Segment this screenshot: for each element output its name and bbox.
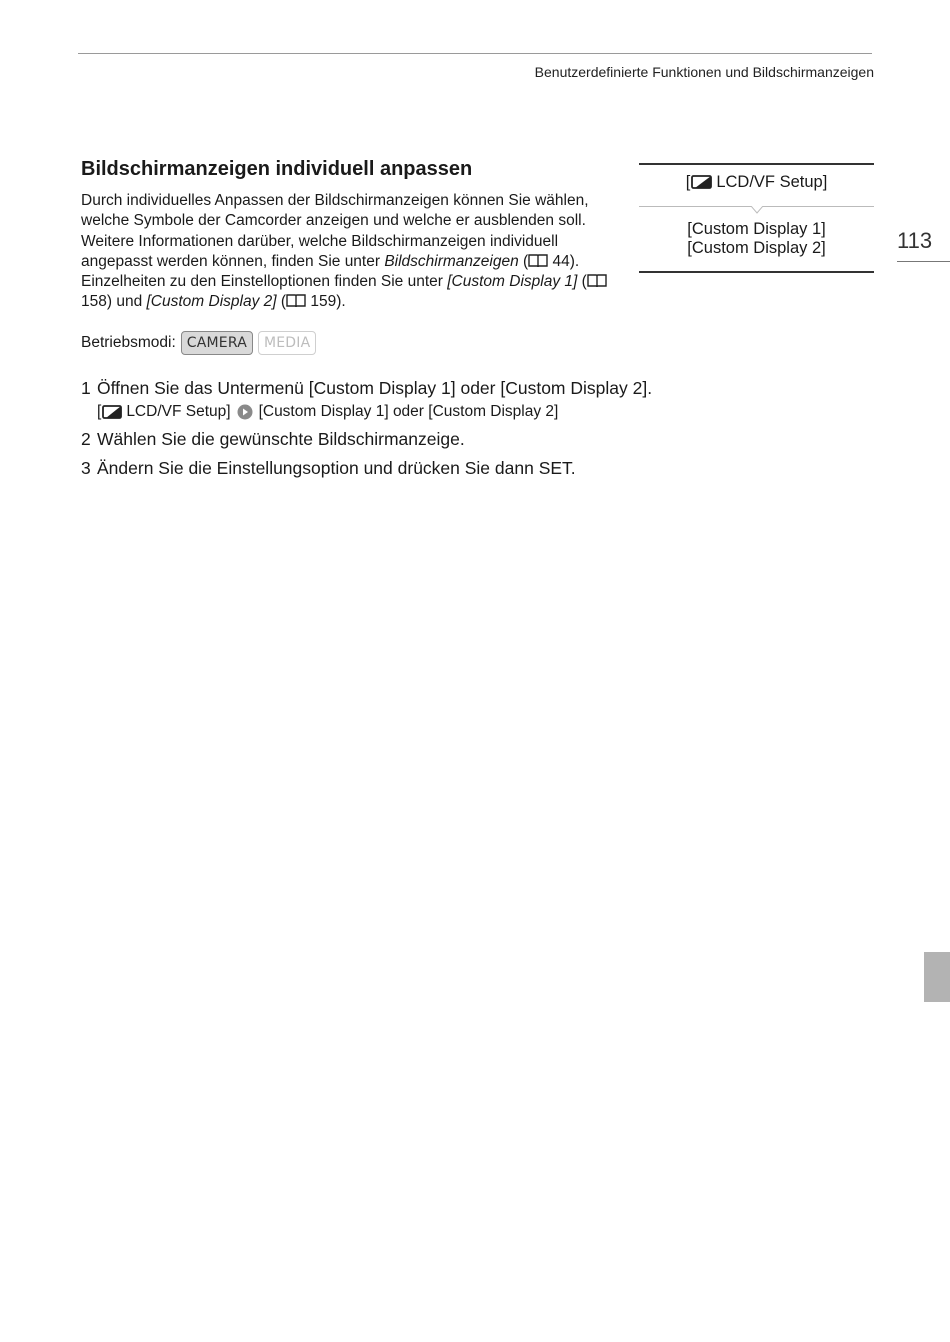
chapter-thumb-tab bbox=[924, 952, 950, 1002]
arrow-right-circle-icon bbox=[237, 404, 253, 420]
menu-box-top-rule bbox=[639, 163, 874, 165]
intro-paragraph bbox=[81, 191, 621, 313]
menu-navigation-box bbox=[639, 163, 874, 272]
menu-item-custom-display-2: [Custom Display 2] bbox=[687, 239, 826, 257]
modes-label: Betriebsmodi: bbox=[81, 334, 176, 351]
step-3 bbox=[81, 457, 721, 479]
media-mode-badge: MEDIA bbox=[258, 331, 316, 355]
header-rule bbox=[78, 53, 872, 54]
book-icon bbox=[286, 293, 306, 308]
step-text: Ändern Sie die Einstellungsoption und drücken Sie dann SET. bbox=[97, 458, 576, 478]
step-1-menu-path bbox=[81, 401, 721, 423]
paren-open: ( bbox=[577, 273, 587, 291]
xref-custom-display-2[interactable]: [Custom Display 2] bbox=[146, 293, 277, 311]
book-icon bbox=[587, 273, 607, 288]
xref-custom-display-1[interactable]: [Custom Display 1] bbox=[447, 273, 578, 291]
step-1 bbox=[81, 377, 721, 399]
paren-open: ( bbox=[518, 252, 529, 270]
xref-bildschirmanzeigen[interactable]: Bildschirmanzeigen bbox=[384, 252, 519, 270]
bracket: [ bbox=[685, 173, 691, 191]
menu-lcd-vf-setup: LCD/VF Setup] bbox=[126, 403, 231, 420]
lcd-vf-icon bbox=[102, 405, 122, 419]
procedure-steps bbox=[81, 377, 721, 479]
menu-box-bottom-rule bbox=[639, 271, 874, 273]
step-number: 2 bbox=[81, 429, 91, 449]
book-icon bbox=[528, 253, 548, 268]
step-text: Wählen Sie die gewünschte Bildschirmanzeige. bbox=[97, 429, 465, 449]
menu-box-head-label: LCD/VF Setup] bbox=[716, 173, 828, 191]
menu-box-pointer bbox=[751, 206, 763, 214]
operating-modes bbox=[81, 331, 316, 355]
running-header: Benutzerdefinierte Funktionen und Bildschirmanzeigen bbox=[534, 64, 874, 80]
paren-open: ( bbox=[276, 293, 287, 311]
camera-mode-badge: CAMERA bbox=[181, 331, 253, 355]
lcd-vf-icon bbox=[691, 175, 712, 189]
page-ref-159[interactable]: 159). bbox=[306, 293, 346, 311]
section-title: Bildschirmanzeigen individuell anpassen bbox=[81, 158, 473, 180]
page-number-rule bbox=[897, 261, 950, 262]
menu-box-head bbox=[639, 173, 874, 192]
menu-item-custom-display-1: [Custom Display 1] bbox=[687, 220, 826, 238]
step-number: 1 bbox=[81, 378, 91, 398]
page-ref-44[interactable]: 44). bbox=[548, 252, 580, 270]
menu-box-items bbox=[639, 220, 874, 258]
page-ref-158[interactable]: 158) und bbox=[81, 293, 147, 311]
menu-target-items: [Custom Display 1] oder [Custom Display 2] bbox=[258, 403, 559, 420]
bracket: [ bbox=[97, 403, 102, 420]
page-number: 113 bbox=[897, 228, 933, 253]
step-2 bbox=[81, 428, 721, 450]
step-text: Öffnen Sie das Untermenü [Custom Display 1] oder [Custom Display 2]. bbox=[97, 378, 653, 398]
step-number: 3 bbox=[81, 458, 91, 478]
intro-text-2: Einzelheiten zu den Einstelloptionen finden Sie unter bbox=[81, 273, 448, 291]
intro-text-1: Durch individuelles Anpassen der Bildschirmanzeigen können Sie wählen, welche Symbole der Camcorder anzeigen und welche er ausblenden soll. Weitere Informationen darüber, welche Bildschirmanzeigen individuell angepasst werden können, finden Sie unter bbox=[81, 192, 589, 270]
